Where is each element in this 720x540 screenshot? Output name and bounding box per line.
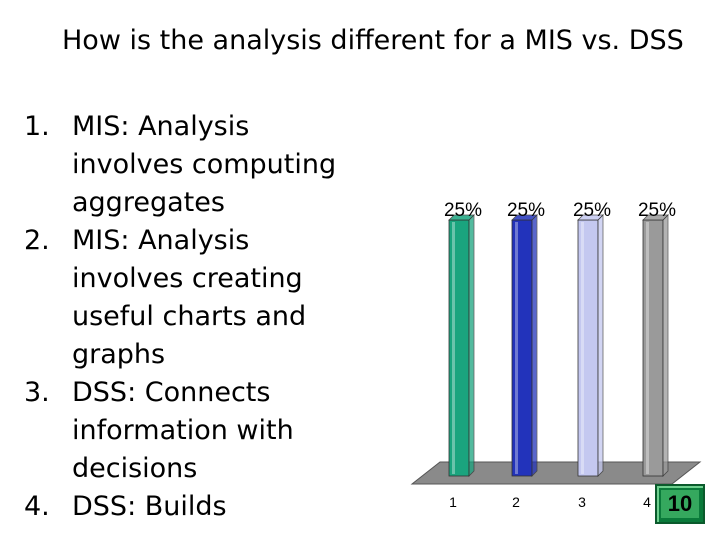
choice-text: MIS: Analysis involves computing aggregates	[72, 111, 337, 218]
data-label: 25%	[637, 200, 677, 221]
choice-number: 4.	[24, 491, 50, 522]
choice-text: DSS: Connects information with decisions	[72, 377, 294, 484]
question-text: How is the analysis different for a MIS vs. DSS	[62, 25, 684, 56]
bar-1	[449, 215, 474, 476]
choice-text: DSS: Builds	[72, 491, 227, 522]
x-tick-label: 4	[643, 494, 651, 510]
choice-number: 3.	[24, 377, 50, 408]
countdown-timer	[655, 484, 705, 524]
chart-x-ticks	[449, 494, 651, 510]
data-label: 25%	[572, 200, 612, 221]
chart-bars	[449, 215, 668, 476]
x-tick-label: 2	[512, 494, 520, 510]
data-label: 25%	[443, 200, 483, 221]
choice-text: MIS: Analysis involves creating useful charts and graphs	[72, 225, 307, 370]
bar-3	[578, 215, 603, 476]
data-label: 25%	[506, 200, 546, 221]
x-tick-label: 1	[449, 494, 457, 510]
chart-data-labels	[444, 200, 676, 221]
bar-4	[643, 215, 668, 476]
x-tick-label: 3	[578, 494, 586, 510]
choice-number: 1.	[24, 111, 50, 142]
choice-number: 2.	[24, 225, 50, 256]
countdown-value: 10	[661, 490, 699, 518]
bar-2	[512, 215, 537, 476]
